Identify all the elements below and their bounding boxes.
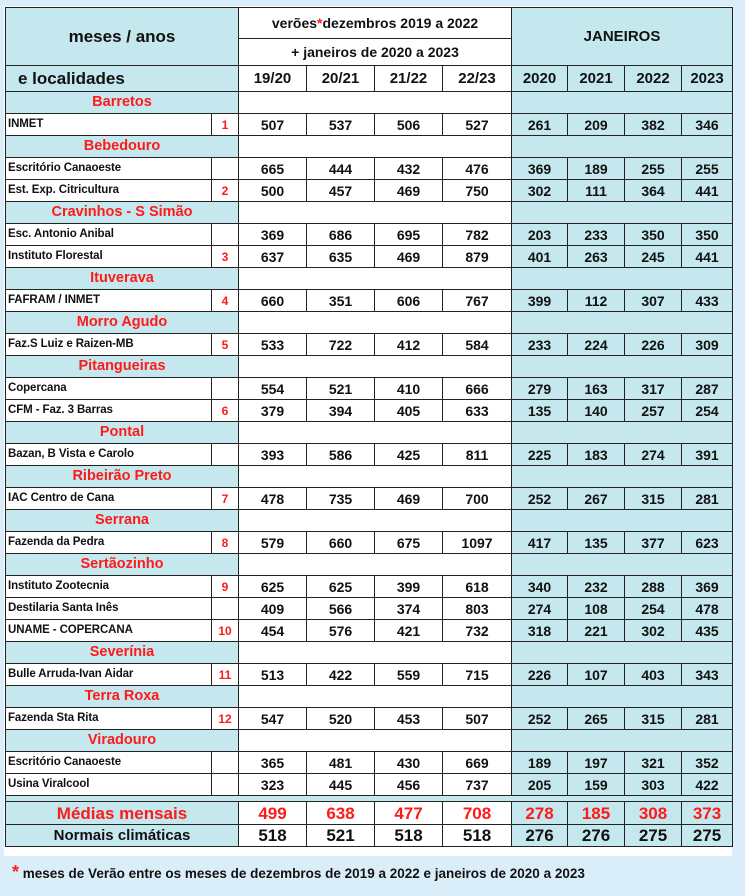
- region-row: [6, 312, 733, 334]
- station-index: 5: [212, 334, 239, 356]
- summer-value: 469: [375, 488, 443, 510]
- summer-value: 393: [239, 444, 307, 466]
- climate-normals-label: Normais climáticas: [6, 825, 239, 847]
- summer-value: 1097: [443, 532, 512, 554]
- summer-value: 584: [443, 334, 512, 356]
- summer-value: 521: [307, 378, 375, 400]
- region-spacer: [512, 510, 733, 532]
- summer-value: 507: [443, 708, 512, 730]
- region-spacer: [512, 202, 733, 224]
- region-spacer: [512, 554, 733, 576]
- summer-value: 453: [375, 708, 443, 730]
- summer-value: 469: [375, 180, 443, 202]
- region-spacer: [512, 422, 733, 444]
- region-row: [6, 356, 733, 378]
- region-spacer: [512, 268, 733, 290]
- january-value: 279: [512, 378, 568, 400]
- region-row: [6, 554, 733, 576]
- region-spacer: [239, 730, 512, 752]
- monthly-means-row: [6, 802, 733, 825]
- station-index: [212, 774, 239, 796]
- monthly-mean-january: 373: [682, 802, 733, 825]
- summer-value: 547: [239, 708, 307, 730]
- summer-col-header: 21/22: [375, 66, 443, 92]
- january-value: 478: [682, 598, 733, 620]
- monthly-mean-summer: 499: [239, 802, 307, 825]
- region-spacer: [239, 202, 512, 224]
- summer-value: 533: [239, 334, 307, 356]
- january-value: 274: [625, 444, 682, 466]
- region-row: [6, 510, 733, 532]
- summer-value: 606: [375, 290, 443, 312]
- january-col-header: 2023: [682, 66, 733, 92]
- january-value: 441: [682, 180, 733, 202]
- january-value: 288: [625, 576, 682, 598]
- station-name: FAFRAM / INMET: [6, 290, 212, 312]
- monthly-mean-summer: 638: [307, 802, 375, 825]
- januaries-title: JANEIROS: [512, 8, 733, 66]
- january-value: 417: [512, 532, 568, 554]
- station-index: [212, 158, 239, 180]
- rainfall-table: [5, 7, 733, 847]
- january-col-header: 2022: [625, 66, 682, 92]
- header-row-label-bottom: e localidades: [6, 66, 239, 92]
- summer-value: 476: [443, 158, 512, 180]
- january-value: 252: [512, 488, 568, 510]
- region-name: Pitangueiras: [6, 356, 239, 378]
- region-spacer: [239, 466, 512, 488]
- region-name: Sertãozinho: [6, 554, 239, 576]
- summer-value: 879: [443, 246, 512, 268]
- station-index: 11: [212, 664, 239, 686]
- january-value: 252: [512, 708, 568, 730]
- station-name: Instituto Florestal: [6, 246, 212, 268]
- january-value: 209: [568, 114, 625, 136]
- climate-normal-summer: 521: [307, 825, 375, 847]
- region-name: Cravinhos - S Simão: [6, 202, 239, 224]
- monthly-mean-january: 185: [568, 802, 625, 825]
- station-name: Escritório Canaoeste: [6, 752, 212, 774]
- summer-value: 409: [239, 598, 307, 620]
- summer-value: 507: [239, 114, 307, 136]
- monthly-mean-january: 308: [625, 802, 682, 825]
- summer-value: 715: [443, 664, 512, 686]
- region-spacer: [239, 642, 512, 664]
- table-row: [6, 158, 733, 180]
- station-index: 12: [212, 708, 239, 730]
- summer-value: 481: [307, 752, 375, 774]
- table-row: [6, 180, 733, 202]
- january-value: 183: [568, 444, 625, 466]
- january-value: 232: [568, 576, 625, 598]
- station-name: INMET: [6, 114, 212, 136]
- header-row-label-top: meses / anos: [6, 8, 239, 66]
- january-value: 140: [568, 400, 625, 422]
- table-row: [6, 444, 733, 466]
- january-value: 233: [568, 224, 625, 246]
- table-row: [6, 400, 733, 422]
- january-value: 307: [625, 290, 682, 312]
- station-name: Bulle Arruda-Ivan Aidar: [6, 664, 212, 686]
- january-value: 267: [568, 488, 625, 510]
- january-value: 403: [625, 664, 682, 686]
- summer-value: 686: [307, 224, 375, 246]
- station-index: 6: [212, 400, 239, 422]
- table-row: [6, 664, 733, 686]
- summer-value: 394: [307, 400, 375, 422]
- summer-value: 637: [239, 246, 307, 268]
- table-row: [6, 290, 733, 312]
- station-name: IAC Centro de Cana: [6, 488, 212, 510]
- january-value: 435: [682, 620, 733, 642]
- climate-normal-summer: 518: [239, 825, 307, 847]
- summer-value: 554: [239, 378, 307, 400]
- station-index: [212, 224, 239, 246]
- footnote: * meses de Verão entre os meses de dezembros de 2019 a 2022 e janeiros de 2020 a 2023: [12, 862, 585, 882]
- summer-value: 323: [239, 774, 307, 796]
- station-name: Fazenda da Pedra: [6, 532, 212, 554]
- summer-value: 586: [307, 444, 375, 466]
- january-value: 233: [512, 334, 568, 356]
- region-row: [6, 136, 733, 158]
- summer-value: 695: [375, 224, 443, 246]
- monthly-mean-summer: 477: [375, 802, 443, 825]
- january-col-header: 2021: [568, 66, 625, 92]
- january-value: 364: [625, 180, 682, 202]
- january-value: 302: [625, 620, 682, 642]
- region-row: [6, 422, 733, 444]
- summer-value: 369: [239, 224, 307, 246]
- january-value: 377: [625, 532, 682, 554]
- january-value: 382: [625, 114, 682, 136]
- january-value: 189: [568, 158, 625, 180]
- summer-value: 782: [443, 224, 512, 246]
- station-name: Destilaria Santa Inês: [6, 598, 212, 620]
- summer-value: 666: [443, 378, 512, 400]
- summer-value: 374: [375, 598, 443, 620]
- summer-value: 625: [239, 576, 307, 598]
- january-value: 309: [682, 334, 733, 356]
- summer-value: 410: [375, 378, 443, 400]
- summer-value: 618: [443, 576, 512, 598]
- summer-value: 537: [307, 114, 375, 136]
- station-index: 9: [212, 576, 239, 598]
- january-value: 321: [625, 752, 682, 774]
- january-value: 257: [625, 400, 682, 422]
- region-spacer: [512, 642, 733, 664]
- january-value: 226: [625, 334, 682, 356]
- table-row: [6, 378, 733, 400]
- january-value: 315: [625, 488, 682, 510]
- region-spacer: [239, 136, 512, 158]
- monthly-means-label: Médias mensais: [6, 802, 239, 825]
- summer-value: 445: [307, 774, 375, 796]
- summer-value: 675: [375, 532, 443, 554]
- station-name: Escritório Canaoeste: [6, 158, 212, 180]
- region-name: Ituverava: [6, 268, 239, 290]
- summer-value: 500: [239, 180, 307, 202]
- january-value: 281: [682, 488, 733, 510]
- summer-value: 660: [239, 290, 307, 312]
- summer-value: 527: [443, 114, 512, 136]
- region-row: [6, 642, 733, 664]
- station-name: Est. Exp. Citricultura: [6, 180, 212, 202]
- january-value: 108: [568, 598, 625, 620]
- january-value: 263: [568, 246, 625, 268]
- summer-value: 732: [443, 620, 512, 642]
- region-spacer: [239, 686, 512, 708]
- summer-value: 767: [443, 290, 512, 312]
- region-row: [6, 686, 733, 708]
- region-spacer: [512, 356, 733, 378]
- summer-value: 803: [443, 598, 512, 620]
- station-index: 4: [212, 290, 239, 312]
- summer-value: 351: [307, 290, 375, 312]
- climate-normal-january: 276: [568, 825, 625, 847]
- region-row: [6, 202, 733, 224]
- summer-value: 669: [443, 752, 512, 774]
- summer-value: 735: [307, 488, 375, 510]
- summer-value: 576: [307, 620, 375, 642]
- station-index: 2: [212, 180, 239, 202]
- summer-col-header: 19/20: [239, 66, 307, 92]
- monthly-mean-summer: 708: [443, 802, 512, 825]
- summer-value: 456: [375, 774, 443, 796]
- january-value: 135: [568, 532, 625, 554]
- january-value: 318: [512, 620, 568, 642]
- summer-value: 700: [443, 488, 512, 510]
- summer-value: 513: [239, 664, 307, 686]
- climate-normal-january: 275: [625, 825, 682, 847]
- summer-value: 520: [307, 708, 375, 730]
- region-name: Ribeirão Preto: [6, 466, 239, 488]
- january-value: 274: [512, 598, 568, 620]
- climate-normal-summer: 518: [375, 825, 443, 847]
- summer-value: 399: [375, 576, 443, 598]
- january-value: 317: [625, 378, 682, 400]
- table-row: [6, 774, 733, 796]
- summer-col-header: 22/23: [443, 66, 512, 92]
- station-index: 8: [212, 532, 239, 554]
- january-value: 441: [682, 246, 733, 268]
- january-value: 369: [512, 158, 568, 180]
- january-value: 245: [625, 246, 682, 268]
- january-value: 302: [512, 180, 568, 202]
- january-col-header: 2020: [512, 66, 568, 92]
- station-index: 1: [212, 114, 239, 136]
- table-row: [6, 752, 733, 774]
- region-name: Serrana: [6, 510, 239, 532]
- table-row: [6, 246, 733, 268]
- summer-value: 432: [375, 158, 443, 180]
- january-value: 163: [568, 378, 625, 400]
- january-value: 623: [682, 532, 733, 554]
- january-value: 346: [682, 114, 733, 136]
- january-value: 254: [625, 598, 682, 620]
- table-row: [6, 532, 733, 554]
- region-name: Bebedouro: [6, 136, 239, 158]
- summer-value: 811: [443, 444, 512, 466]
- region-name: Morro Agudo: [6, 312, 239, 334]
- table-row: [6, 334, 733, 356]
- climate-normal-january: 276: [512, 825, 568, 847]
- january-value: 112: [568, 290, 625, 312]
- region-spacer: [239, 312, 512, 334]
- january-value: 159: [568, 774, 625, 796]
- station-index: 10: [212, 620, 239, 642]
- station-name: UNAME - COPERCANA: [6, 620, 212, 642]
- january-value: 343: [682, 664, 733, 686]
- station-name: Instituto Zootecnia: [6, 576, 212, 598]
- region-spacer: [239, 554, 512, 576]
- january-value: 197: [568, 752, 625, 774]
- station-index: [212, 598, 239, 620]
- summer-value: 469: [375, 246, 443, 268]
- region-spacer: [239, 268, 512, 290]
- january-value: 221: [568, 620, 625, 642]
- january-value: 422: [682, 774, 733, 796]
- summer-value: 506: [375, 114, 443, 136]
- summer-value: 422: [307, 664, 375, 686]
- station-index: [212, 444, 239, 466]
- january-value: 226: [512, 664, 568, 686]
- summer-value: 379: [239, 400, 307, 422]
- summer-value: 425: [375, 444, 443, 466]
- summer-value: 365: [239, 752, 307, 774]
- january-value: 261: [512, 114, 568, 136]
- table-row: [6, 114, 733, 136]
- station-name: Copercana: [6, 378, 212, 400]
- summers-title: verões*dezembros 2019 a 2022: [239, 8, 512, 39]
- station-name: Bazan, B Vista e Carolo: [6, 444, 212, 466]
- summer-value: 633: [443, 400, 512, 422]
- summer-col-header: 20/21: [307, 66, 375, 92]
- station-index: [212, 378, 239, 400]
- region-name: Severínia: [6, 642, 239, 664]
- january-value: 255: [625, 158, 682, 180]
- january-value: 254: [682, 400, 733, 422]
- january-value: 369: [682, 576, 733, 598]
- region-spacer: [512, 466, 733, 488]
- climate-normals-row: [6, 825, 733, 847]
- january-value: 433: [682, 290, 733, 312]
- station-index: 7: [212, 488, 239, 510]
- summer-value: 412: [375, 334, 443, 356]
- summer-value: 457: [307, 180, 375, 202]
- station-name: Faz.S Luiz e Raizen-MB: [6, 334, 212, 356]
- summer-value: 722: [307, 334, 375, 356]
- january-value: 107: [568, 664, 625, 686]
- january-value: 352: [682, 752, 733, 774]
- january-value: 111: [568, 180, 625, 202]
- january-value: 391: [682, 444, 733, 466]
- region-spacer: [512, 686, 733, 708]
- table-row: [6, 576, 733, 598]
- summer-value: 665: [239, 158, 307, 180]
- summer-value: 430: [375, 752, 443, 774]
- january-value: 224: [568, 334, 625, 356]
- january-value: 350: [682, 224, 733, 246]
- table-row: [6, 598, 733, 620]
- summers-subtitle: + janeiros de 2020 a 2023: [239, 39, 512, 66]
- january-value: 265: [568, 708, 625, 730]
- station-name: Fazenda Sta Rita: [6, 708, 212, 730]
- january-value: 255: [682, 158, 733, 180]
- table-row: [6, 708, 733, 730]
- region-name: Terra Roxa: [6, 686, 239, 708]
- station-name: Esc. Antonio Anibal: [6, 224, 212, 246]
- region-spacer: [239, 92, 512, 114]
- summer-value: 635: [307, 246, 375, 268]
- january-value: 303: [625, 774, 682, 796]
- station-index: [212, 752, 239, 774]
- january-value: 189: [512, 752, 568, 774]
- january-value: 350: [625, 224, 682, 246]
- january-value: 399: [512, 290, 568, 312]
- region-spacer: [239, 510, 512, 532]
- summer-value: 454: [239, 620, 307, 642]
- region-spacer: [512, 92, 733, 114]
- region-spacer: [239, 356, 512, 378]
- january-value: 205: [512, 774, 568, 796]
- summer-value: 625: [307, 576, 375, 598]
- summer-value: 444: [307, 158, 375, 180]
- region-row: [6, 730, 733, 752]
- region-spacer: [512, 312, 733, 334]
- summer-value: 660: [307, 532, 375, 554]
- station-index: 3: [212, 246, 239, 268]
- region-spacer: [512, 730, 733, 752]
- summer-value: 579: [239, 532, 307, 554]
- climate-normal-summer: 518: [443, 825, 512, 847]
- region-row: [6, 268, 733, 290]
- region-spacer: [512, 136, 733, 158]
- january-value: 225: [512, 444, 568, 466]
- station-name: CFM - Faz. 3 Barras: [6, 400, 212, 422]
- region-name: Viradouro: [6, 730, 239, 752]
- january-value: 287: [682, 378, 733, 400]
- january-value: 315: [625, 708, 682, 730]
- summer-value: 421: [375, 620, 443, 642]
- january-value: 281: [682, 708, 733, 730]
- summer-value: 750: [443, 180, 512, 202]
- table-row: [6, 224, 733, 246]
- summer-value: 478: [239, 488, 307, 510]
- summer-value: 405: [375, 400, 443, 422]
- january-value: 401: [512, 246, 568, 268]
- january-value: 135: [512, 400, 568, 422]
- summer-value: 737: [443, 774, 512, 796]
- region-row: [6, 466, 733, 488]
- table-row: [6, 620, 733, 642]
- climate-normal-january: 275: [682, 825, 733, 847]
- table-row: [6, 488, 733, 510]
- monthly-mean-january: 278: [512, 802, 568, 825]
- summer-value: 566: [307, 598, 375, 620]
- region-spacer: [239, 422, 512, 444]
- station-name: Usina Viralcool: [6, 774, 212, 796]
- january-value: 203: [512, 224, 568, 246]
- region-name: Barretos: [6, 92, 239, 114]
- region-name: Pontal: [6, 422, 239, 444]
- summer-value: 559: [375, 664, 443, 686]
- region-row: [6, 92, 733, 114]
- january-value: 340: [512, 576, 568, 598]
